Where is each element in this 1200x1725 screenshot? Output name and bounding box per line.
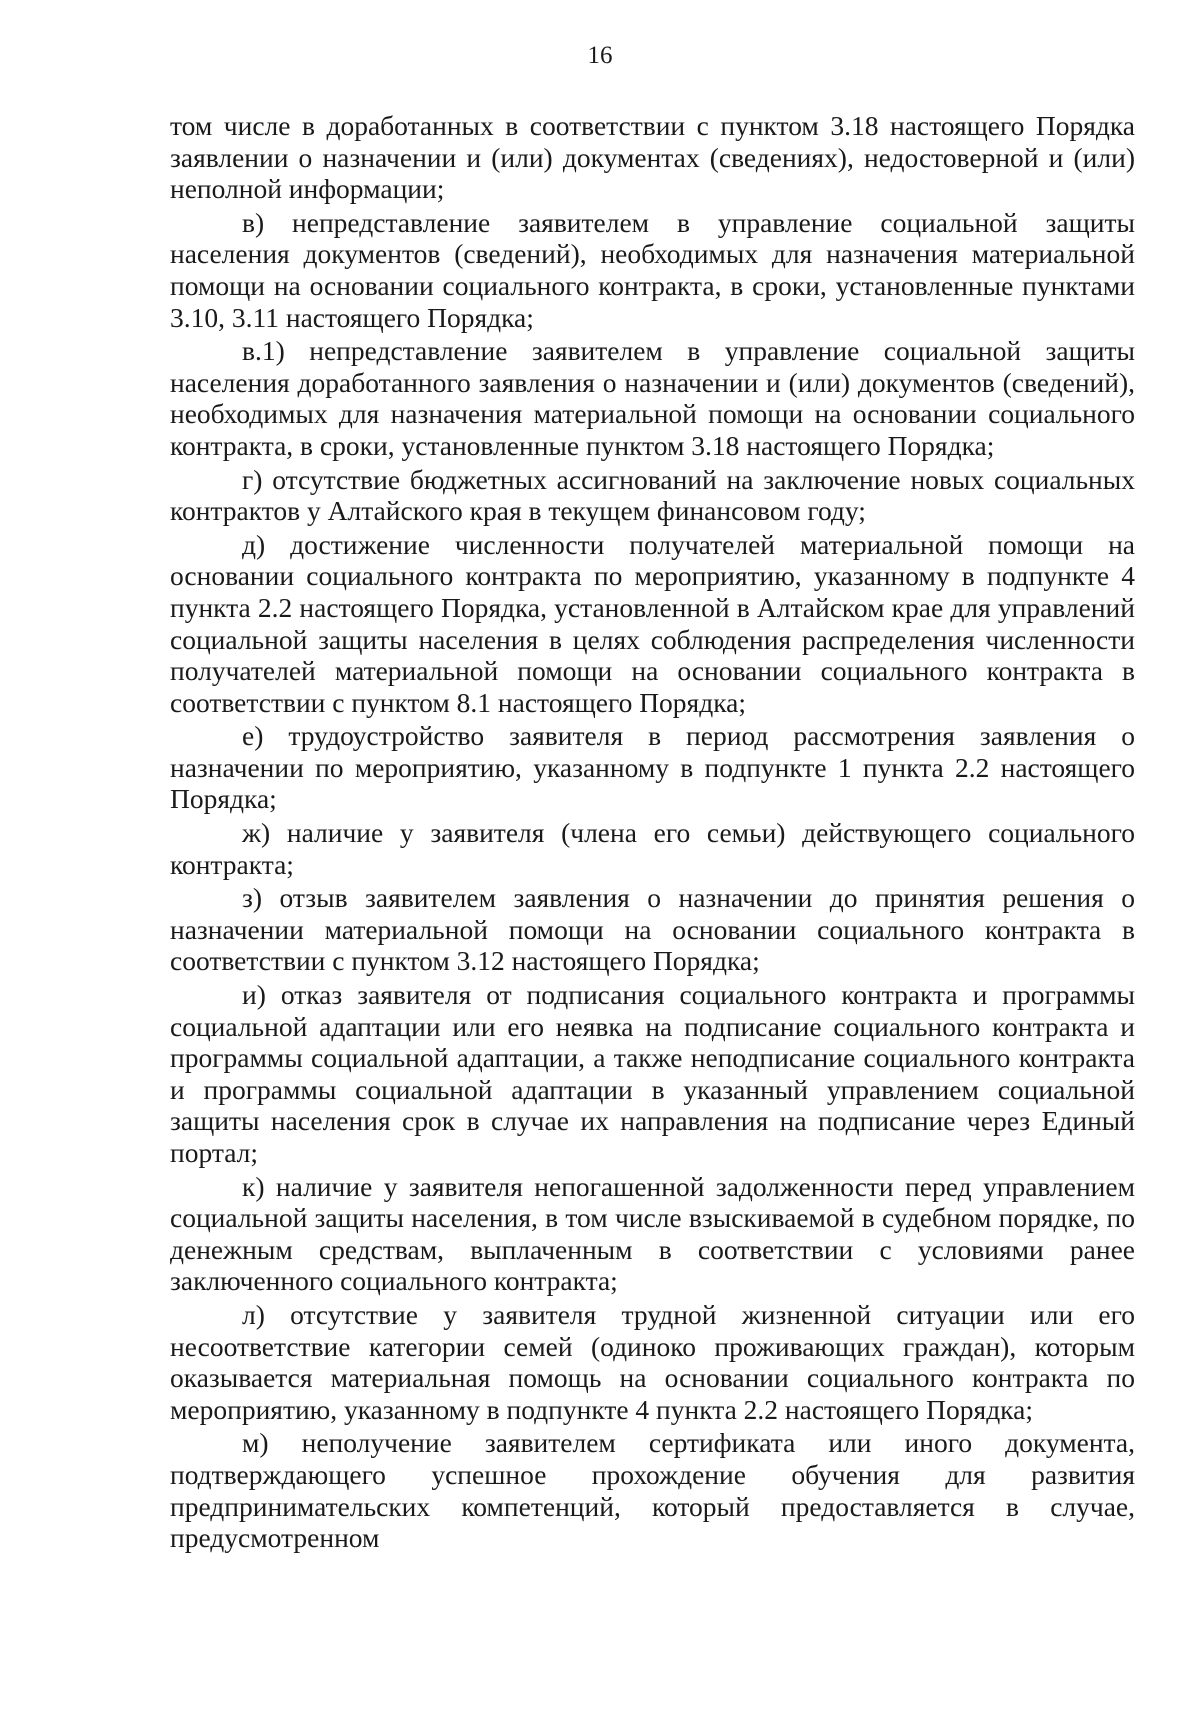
paragraph-item-v: в) непредставление заявителем в управление социальной защиты населения документов (сведений), необходимых для назначения материальной помощи на основании социального контракта, в сроки, установленные пунктами 3.10, 3.11 настоящего Порядка; (170, 206, 1135, 333)
paragraph-item-l: л) отсутствие у заявителя трудной жизненной ситуации или его несоответствие категории семей (одиноко проживающих граждан), которым оказывается материальная помощь на основании социального контракта по мероприятию, указанному в подпункте 4 пункта 2.2 настоящего Порядка; (170, 1298, 1135, 1425)
paragraph-item-m: м) неполучение заявителем сертификата или иного документа, подтверждающего успешное прохождение обучения для развития предпринимательских компетенций, который предоставляется в случае, предусмотренном (170, 1427, 1135, 1554)
paragraph-item-g: г) отсутствие бюджетных ассигнований на заключение новых социальных контрактов у Алтайского края в текущем финансовом году; (170, 463, 1135, 527)
document-body (170, 110, 1135, 1556)
paragraph-item-e: е) трудоустройство заявителя в период рассмотрения заявления о назначении по мероприятию, указанному в подпункте 1 пункта 2.2 настоящего Порядка; (170, 720, 1135, 815)
paragraph-item-v1: в.1) непредставление заявителем в управление социальной защиты населения доработанного заявления о назначении и (или) документов (сведений), необходимых для назначения материальной помощи на основании социального контракта, в сроки, установленные пунктом 3.18 настоящего Порядка; (170, 335, 1135, 461)
paragraph-item-z: з) отзыв заявителем заявления о назначении до принятия решения о назначении материальной помощи на основании социального контракта в соответствии с пунктом 3.12 настоящего Порядка; (170, 882, 1135, 977)
paragraph-item-i: и) отказ заявителя от подписания социального контракта и программы социальной адаптации или его неявка на подписание социального контракта и программы социальной адаптации, а также неподписание социального контракта и программы социальной адаптации в указанный управлением социальной защиты населения срок в случае их направления на подписание через Единый портал; (170, 979, 1135, 1168)
paragraph-item-zh: ж) наличие у заявителя (члена его семьи) действующего социального контракта; (170, 817, 1135, 880)
paragraph-continuation: том числе в доработанных в соответствии с пунктом 3.18 настоящего Порядка заявлении о назначении и (или) документах (сведениях), недостоверной и (или) неполной информации; (170, 110, 1135, 205)
page-number: 16 (587, 42, 613, 69)
paragraph-item-d: д) достижение численности получателей материальной помощи на основании социального контракта по мероприятию, указанному в подпункте 4 пункта 2.2 настоящего Порядка, установленной в Алтайском крае для управлений социальной защиты населения в целях соблюдения распределения численности получателей материальной помощи на основании социального контракта в соответствии с пунктом 8.1 настоящего Порядка; (170, 528, 1135, 718)
paragraph-item-k: к) наличие у заявителя непогашенной задолженности перед управлением социальной защиты населения, в том числе взыскиваемой в судебном порядке, по денежным средствам, выплаченным в соответствии с условиями ранее заключенного социального контракта; (170, 1170, 1135, 1297)
